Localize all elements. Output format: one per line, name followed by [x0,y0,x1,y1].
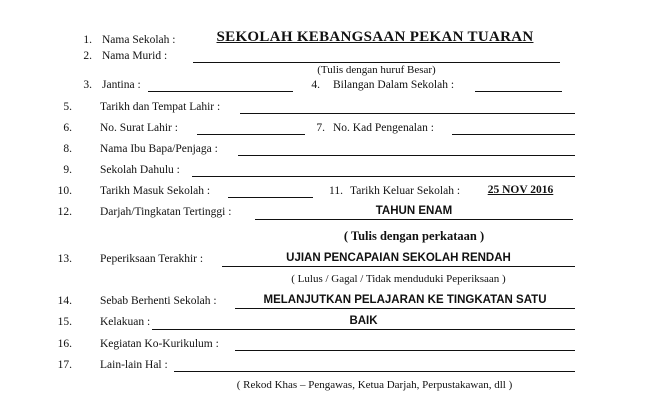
field-tarikh-lahir [0,99,650,117]
field-ibu-bapa [0,141,650,159]
field-number: 7. [316,122,325,134]
field-label: Nama Ibu Bapa/Penjaga : [100,143,218,155]
sebab-berhenti-value: MELANJUTKAN PELAJARAN KE TINGKATAN SATU [263,294,547,306]
ko-kurikulum-line[interactable] [235,350,575,351]
field-label: Jantina : [102,79,141,91]
kelakuan-line [152,329,575,330]
note-huruf-besar: (Tulis dengan huruf Besar) [317,64,436,76]
tarikh-lahir-line[interactable] [240,113,575,114]
field-number: 4. [311,79,320,91]
field-number: 13. [57,253,72,265]
tarikh-keluar-value: 25 NOV 2016 [487,184,554,196]
field-number: 2. [83,50,92,62]
field-jantina-bilangan [0,77,650,95]
field-kelakuan [0,314,650,332]
field-number: 12. [57,206,72,218]
field-label: Kegiatan Ko-Kurikulum : [100,338,219,350]
field-ko-kurikulum [0,336,650,354]
field-number: 6. [63,122,72,134]
darjah-line [255,219,573,220]
field-number: 9. [63,164,72,176]
sekolah-dahulu-line[interactable] [192,176,575,177]
school-name-value: SEKOLAH KEBANGSAAN PEKAN TUARAN [216,29,534,45]
field-label: Tarikh dan Tempat Lahir : [100,101,221,113]
field-label: No. Surat Lahir : [100,122,178,134]
field-darjah-tertinggi [0,204,650,222]
field-label: Tarikh Keluar Sekolah : [350,185,461,197]
field-tarikh-masuk-keluar [0,183,650,201]
kelakuan-value: BAIK [349,315,378,327]
field-number: 1. [83,34,92,46]
field-label: Peperiksaan Terakhir : [100,253,204,265]
field-surat-lahir-kad [0,120,650,138]
darjah-value: TAHUN ENAM [375,205,453,217]
jantina-line[interactable] [148,91,293,92]
field-number: 5. [63,101,72,113]
field-label: Kelakuan : [100,316,151,328]
field-number: 16. [57,338,72,350]
peperiksaan-line [222,266,575,267]
tarikh-masuk-line[interactable] [228,197,313,198]
field-number: 14. [57,295,72,307]
lain-lain-line[interactable] [174,371,575,372]
field-label: Darjah/Tingkatan Tertinggi : [100,206,232,218]
field-number: 8. [63,143,72,155]
field-lain-lain [0,357,650,375]
field-label: Nama Sekolah : [102,34,176,46]
field-number: 10. [57,185,72,197]
field-nama-sekolah [0,31,650,49]
field-label: Nama Murid : [102,50,168,62]
kad-pengenalan-line[interactable] [452,134,575,135]
note-lulus-gagal: ( Lulus / Gagal / Tidak menduduki Peperiksaan ) [291,273,506,285]
field-label: No. Kad Pengenalan : [333,122,434,134]
field-peperiksaan [0,251,650,269]
field-sekolah-dahulu [0,162,650,180]
surat-lahir-line[interactable] [197,134,305,135]
ibu-bapa-line[interactable] [238,155,575,156]
note-perkataan: ( Tulis dengan perkataan ) [343,229,485,243]
field-number: 15. [57,316,72,328]
bilangan-line[interactable] [475,91,562,92]
field-label: Sebab Berhenti Sekolah : [100,295,217,307]
nama-murid-line[interactable] [193,62,560,63]
note-rekod-khas: ( Rekod Khas – Pengawas, Ketua Darjah, Perpustakawan, dll ) [236,379,513,391]
field-label: Tarikh Masuk Sekolah : [100,185,211,197]
field-number: 11. [329,185,343,197]
peperiksaan-value: UJIAN PENCAPAIAN SEKOLAH RENDAH [286,252,511,264]
field-number: 3. [83,79,92,91]
field-label: Lain-lain Hal : [100,359,168,371]
field-sebab-berhenti [0,293,650,311]
sebab-berhenti-line [235,308,575,309]
field-number: 17. [57,359,72,371]
field-label: Bilangan Dalam Sekolah : [333,79,455,91]
field-label: Sekolah Dahulu : [100,164,180,176]
